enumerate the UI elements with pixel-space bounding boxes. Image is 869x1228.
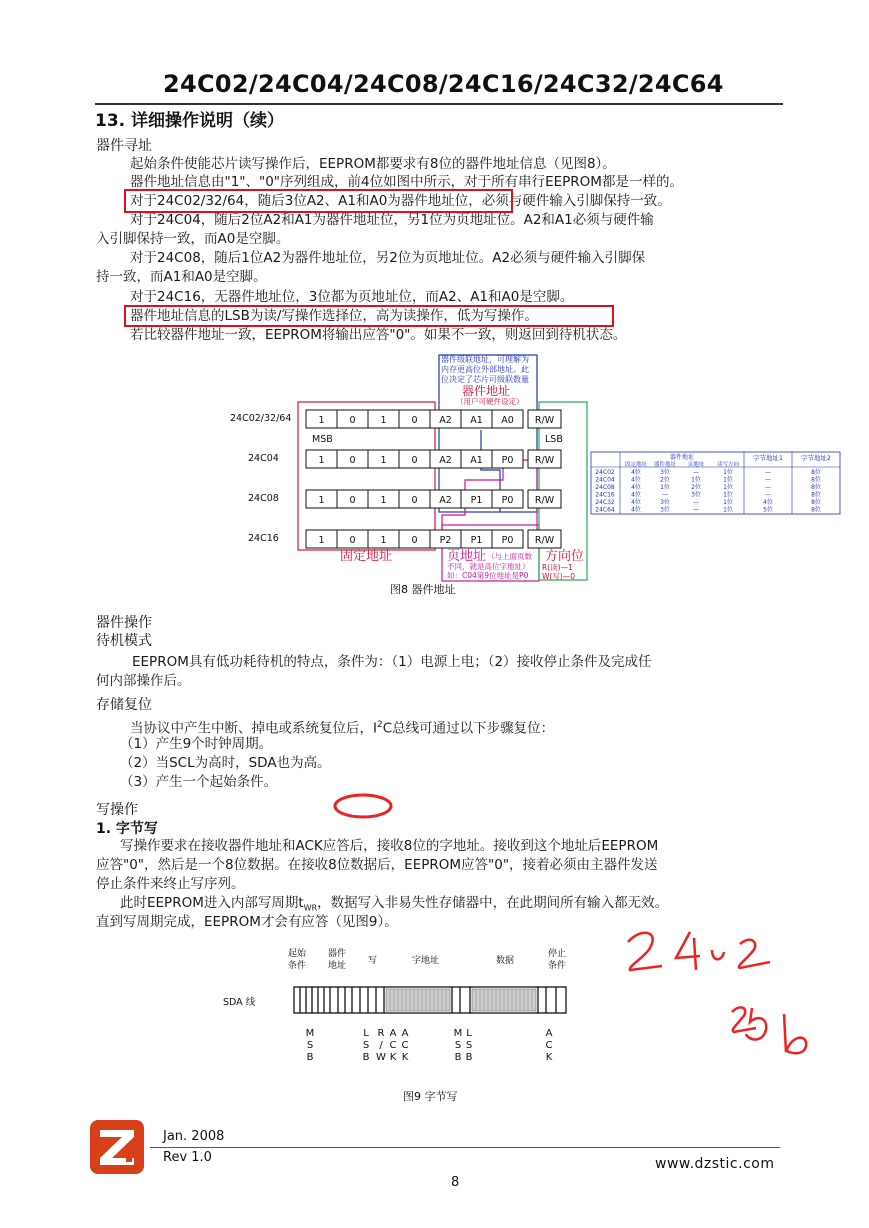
fig9-sda-label: SDA 线 xyxy=(223,997,256,1008)
bit-value: A0 xyxy=(501,415,514,426)
note-top-1: 器件级联地址，可理解为 xyxy=(441,355,529,364)
addressing-p4b: 入引脚保持一致，而A0是空脚。 xyxy=(96,231,290,247)
fig9-dev-1: 器件 xyxy=(328,949,347,959)
reset-sup: 2 xyxy=(376,720,383,730)
fig9-bottom-label: B xyxy=(306,1052,314,1063)
page-number: 8 xyxy=(451,1175,460,1190)
table-cell: 1位 xyxy=(723,484,733,491)
fig9-data: 数据 xyxy=(496,956,515,966)
table-cell: 8位 xyxy=(811,476,821,484)
fig9-bottom-label: K xyxy=(401,1052,409,1063)
fig9-word: 字地址 xyxy=(412,956,440,966)
bit-value: 0 xyxy=(349,415,356,426)
handwritten-mark-7 xyxy=(784,1014,806,1053)
footer-rule xyxy=(150,1147,780,1148)
fig9-bottom-label: A xyxy=(545,1028,553,1039)
table-cell: 4位 xyxy=(631,469,641,476)
table-subhead: 器件地址 xyxy=(653,462,677,468)
table-cell: 24C64 xyxy=(595,506,615,514)
device-ops-heading: 器件操作 xyxy=(96,615,152,631)
table-cell: 8位 xyxy=(811,491,821,499)
table-cell: 1位 xyxy=(691,476,701,484)
bit-value: P0 xyxy=(501,455,514,466)
table-cell: 1位 xyxy=(723,506,733,514)
write-p2a-pre: 此时EEPROM进入内部写周期t xyxy=(120,895,304,911)
table-cell: 5位 xyxy=(763,506,773,514)
fig9-bottom-label: S xyxy=(306,1040,314,1051)
header-title: 24C02/24C04/24C08/24C16/24C32/24C64 xyxy=(163,70,724,98)
fig9-bottom-label: L xyxy=(466,1028,472,1039)
company-logo xyxy=(88,1118,146,1176)
standby-heading: 待机模式 xyxy=(96,633,152,649)
table-cell: — xyxy=(693,499,699,506)
table-cell: 24C32 xyxy=(595,499,615,506)
bit-value: P1 xyxy=(470,535,483,546)
handwritten-mark-1 xyxy=(628,933,662,970)
table-cell: 8位 xyxy=(811,484,821,491)
fig9-start-2: 条件 xyxy=(288,961,307,971)
table-cell: 8位 xyxy=(811,469,821,476)
reset-step-1: （1）产生9个时钟周期。 xyxy=(120,736,273,752)
table-cell: 1位 xyxy=(723,491,733,499)
fig9-bottom-label: L xyxy=(363,1028,369,1039)
bit-value: R/W xyxy=(534,495,555,506)
footer-rev: Rev 1.0 xyxy=(163,1150,212,1165)
bit-value: A1 xyxy=(470,415,483,426)
row-label-2: 24C04 xyxy=(248,453,279,464)
fig9-bottom-label: W xyxy=(376,1052,386,1063)
table-cell: 24C04 xyxy=(595,476,615,484)
dir-label: 方向位 xyxy=(545,549,585,564)
reset-p1-a: 当协议中产生中断、掉电或系统复位后，I xyxy=(130,720,377,737)
table-cell: 2位 xyxy=(691,484,701,491)
table-cell: 4位 xyxy=(631,506,641,514)
fig9-bottom-label: / xyxy=(379,1040,383,1051)
table-cell: — xyxy=(765,469,771,476)
table-cell: — xyxy=(662,491,668,499)
addressing-p6: 对于24C16，无器件地址位，3位都为页地址位，而A2、A1和A0是空脚。 xyxy=(130,289,574,305)
bit-value: A1 xyxy=(470,455,483,466)
reset-p1-b: C总线可通过以下步骤复位： xyxy=(382,720,555,737)
bit-value: 0 xyxy=(349,535,356,546)
addressing-p8: 若比较器件地址一致，EEPROM将输出应答"0"。如果不一致，则返回到待机状态。 xyxy=(130,327,627,343)
bit-value: 1 xyxy=(380,415,387,426)
write-p2b: 直到写周期完成，EEPROM才会有应答（见图9）。 xyxy=(96,914,398,930)
bit-value: 1 xyxy=(380,455,387,466)
fig9-write: 写 xyxy=(368,956,378,966)
reset-step-3: （3）产生一个起始条件。 xyxy=(120,774,278,790)
handwritten-mark-6 xyxy=(746,1008,766,1040)
table-cell: 1位 xyxy=(723,476,733,484)
bit-value: R/W xyxy=(534,535,555,546)
bit-value: 0 xyxy=(411,415,418,426)
addressing-p2: 器件地址信息由"1"、"0"序列组成，前4位如图中所示，对于所有串行EEPROM都是一样的。 xyxy=(130,174,683,190)
table-head-device: 器件地址 xyxy=(669,454,695,461)
write-p1a: 写操作要求在接收器件地址和ACK应答后，接收8位的字地址。接收到这个地址后EEPROM xyxy=(120,838,659,854)
table-subhead: 固定地址 xyxy=(624,462,648,468)
table-cell: 24C02 xyxy=(595,469,615,476)
handwritten-mark-3 xyxy=(712,950,724,959)
bit-value: 1 xyxy=(318,535,325,546)
fig9-bottom-label: K xyxy=(389,1052,397,1063)
table-cell: 1位 xyxy=(660,484,670,491)
bit-value: A2 xyxy=(439,495,452,506)
bit-value: A2 xyxy=(439,455,452,466)
write-p1c: 停止条件来终止写序列。 xyxy=(96,876,245,892)
fig9-stop-2: 条件 xyxy=(548,961,567,971)
bit-value: R/W xyxy=(534,415,555,426)
fig9-dev-2: 地址 xyxy=(328,961,347,971)
lsb-label: LSB xyxy=(545,434,563,445)
addressing-p5b: 持一致，而A1和A0是空脚。 xyxy=(96,269,267,285)
figure8-caption: 图8 器件地址 xyxy=(390,583,456,596)
bit-value: P0 xyxy=(501,495,514,506)
table-head-word1: 字节地址1 xyxy=(752,454,784,462)
fig9-bottom-label: R xyxy=(377,1028,385,1039)
addressing-p3: 对于24C02/32/64，随后3位A2、A1和A0为器件地址位，必须与硬件输入引脚保持一致。 xyxy=(130,193,671,209)
write-p2a-post: ，数据写入非易失性存储器中，在此期间所有输入都无效。 xyxy=(317,895,669,911)
note-top-3: 位决定了芯片可级联数量 xyxy=(441,375,529,384)
footer-date: Jan. 2008 xyxy=(163,1129,225,1144)
addressing-p4a: 对于24C04，随后2位A2和A1为器件地址位，另1位为页地址位。A2和A1必须与硬件输 xyxy=(130,212,654,228)
bit-value: 0 xyxy=(411,495,418,506)
fig9-bottom-label: M xyxy=(453,1028,463,1039)
fig9-bottom-label: B xyxy=(362,1052,370,1063)
page-note-2: 不同，就是高位字地址） xyxy=(447,562,530,571)
fig9-bottom-label: S xyxy=(362,1040,370,1051)
table-head-word2: 字节地址2 xyxy=(800,454,832,462)
reset-heading: 存储复位 xyxy=(96,697,152,713)
table-cell: — xyxy=(693,506,699,514)
table-cell: 1位 xyxy=(723,469,733,476)
fig9-bottom-label: C xyxy=(389,1040,397,1051)
table-cell: — xyxy=(765,491,771,499)
byte-write-heading: 1. 字节写 xyxy=(96,821,158,837)
fig9-bottom-label: C xyxy=(401,1040,409,1051)
table-cell: 4位 xyxy=(631,484,641,491)
bit-value: P1 xyxy=(470,495,483,506)
table-cell: 4位 xyxy=(763,499,773,506)
bit-value: R/W xyxy=(534,455,555,466)
row-label-4: 24C16 xyxy=(248,533,279,544)
fig9-bottom-label: A xyxy=(401,1028,409,1039)
addressing-p1: 起始条件使能芯片读写操作后，EEPROM都要求有8位的器件地址信息（见图8）。 xyxy=(130,156,616,172)
fig9-bottom-label: A xyxy=(389,1028,397,1039)
bit-value: 1 xyxy=(318,415,325,426)
fig9-bottom-label: K xyxy=(545,1052,553,1063)
reset-step-2: （2）当SCL为高时，SDA也为高。 xyxy=(120,755,331,771)
figure9-caption: 图9 字节写 xyxy=(403,1090,458,1103)
table-cell: 4位 xyxy=(631,491,641,499)
fig9-stop-1: 停止 xyxy=(548,949,567,959)
table-cell: 8位 xyxy=(811,499,821,506)
write-p2a-sub: WR xyxy=(303,903,318,913)
handwritten-mark-4 xyxy=(739,940,770,968)
bit-value: P2 xyxy=(439,535,452,546)
bit-value: 1 xyxy=(380,495,387,506)
addressing-p5a: 对于24C08，随后1位A2为器件地址位，另2位为页地址位。A2必须与硬件输入引脚保 xyxy=(130,250,646,266)
page-note-1: （与上面页数 xyxy=(487,552,532,561)
note-top-2: 内存更高位外部地址。此 xyxy=(441,365,529,374)
section-title: 13. 详细操作说明（续） xyxy=(95,111,285,131)
bit-value: 1 xyxy=(318,495,325,506)
addressing-p7: 器件地址信息的LSB为读/写操作选择位，高为读操作，低为写操作。 xyxy=(130,308,538,324)
row-label-3: 24C08 xyxy=(248,493,279,504)
row-label-1: 24C02/32/64 xyxy=(230,413,292,424)
bit-value: 1 xyxy=(380,535,387,546)
standby-p2: 何内部操作后。 xyxy=(96,673,191,689)
table-cell: — xyxy=(765,476,771,484)
msb-label: MSB xyxy=(312,434,333,445)
bit-value: 0 xyxy=(349,495,356,506)
table-subhead: 页地址 xyxy=(687,462,705,468)
table-cell: 4位 xyxy=(631,476,641,484)
fixed-label: 固定地址 xyxy=(340,549,393,564)
write-p1b: 应答"0"，然后是一个8位数据。在接收8位数据后，EEPROM应答"0"，接着必须由主器件发送 xyxy=(96,857,658,873)
table-cell: 1位 xyxy=(723,499,733,506)
page-label: 页地址 xyxy=(447,549,487,564)
standby-p1: EEPROM具有低功耗待机的特点，条件为：（1）电源上电；（2）接收停止条件及完成任 xyxy=(132,654,652,670)
table-cell: 3位 xyxy=(691,491,701,499)
fig9-bottom-label: C xyxy=(545,1040,553,1051)
table-cell: 4位 xyxy=(631,499,641,506)
write-heading: 写操作 xyxy=(96,802,138,818)
fig9-bottom-label: M xyxy=(305,1028,315,1039)
table-subhead: 读写方向 xyxy=(716,462,740,468)
table-cell: — xyxy=(693,469,699,476)
bit-value: 0 xyxy=(411,455,418,466)
fig9-bottom-label: B xyxy=(454,1052,462,1063)
fig9-start-1: 起始 xyxy=(288,949,307,959)
fig9-bottom-label: S xyxy=(454,1040,462,1051)
table-cell: 24C08 xyxy=(595,484,615,491)
device-addr-sub: （用户可硬件设定） xyxy=(456,397,524,406)
handwritten-oval xyxy=(335,795,391,817)
addressing-heading: 器件寻址 xyxy=(96,138,152,154)
dir-note-1: R(读)—1 xyxy=(542,563,573,572)
handwritten-mark-2 xyxy=(676,932,700,970)
dir-note-2: W(写)—0 xyxy=(542,572,576,581)
page-note-3: 如：C04第9位地址是P0 xyxy=(447,571,529,580)
fig9-bottom-label: B xyxy=(465,1052,473,1063)
device-addr-label: 器件地址 xyxy=(462,384,511,398)
bit-value: P0 xyxy=(501,535,514,546)
table-cell: — xyxy=(765,484,771,491)
table-cell: 24C16 xyxy=(595,491,615,499)
bit-value: A2 xyxy=(439,415,452,426)
table-cell: 3位 xyxy=(660,469,670,476)
table-cell: 8位 xyxy=(811,506,821,514)
table-cell: 3位 xyxy=(660,499,670,506)
bit-value: 0 xyxy=(411,535,418,546)
table-cell: 3位 xyxy=(660,506,670,514)
table-cell: 2位 xyxy=(660,476,670,484)
bit-value: 1 xyxy=(318,455,325,466)
bit-value: 0 xyxy=(349,455,356,466)
fig9-bottom-label: S xyxy=(465,1040,473,1051)
footer-url: www.dzstic.com xyxy=(655,1156,775,1172)
